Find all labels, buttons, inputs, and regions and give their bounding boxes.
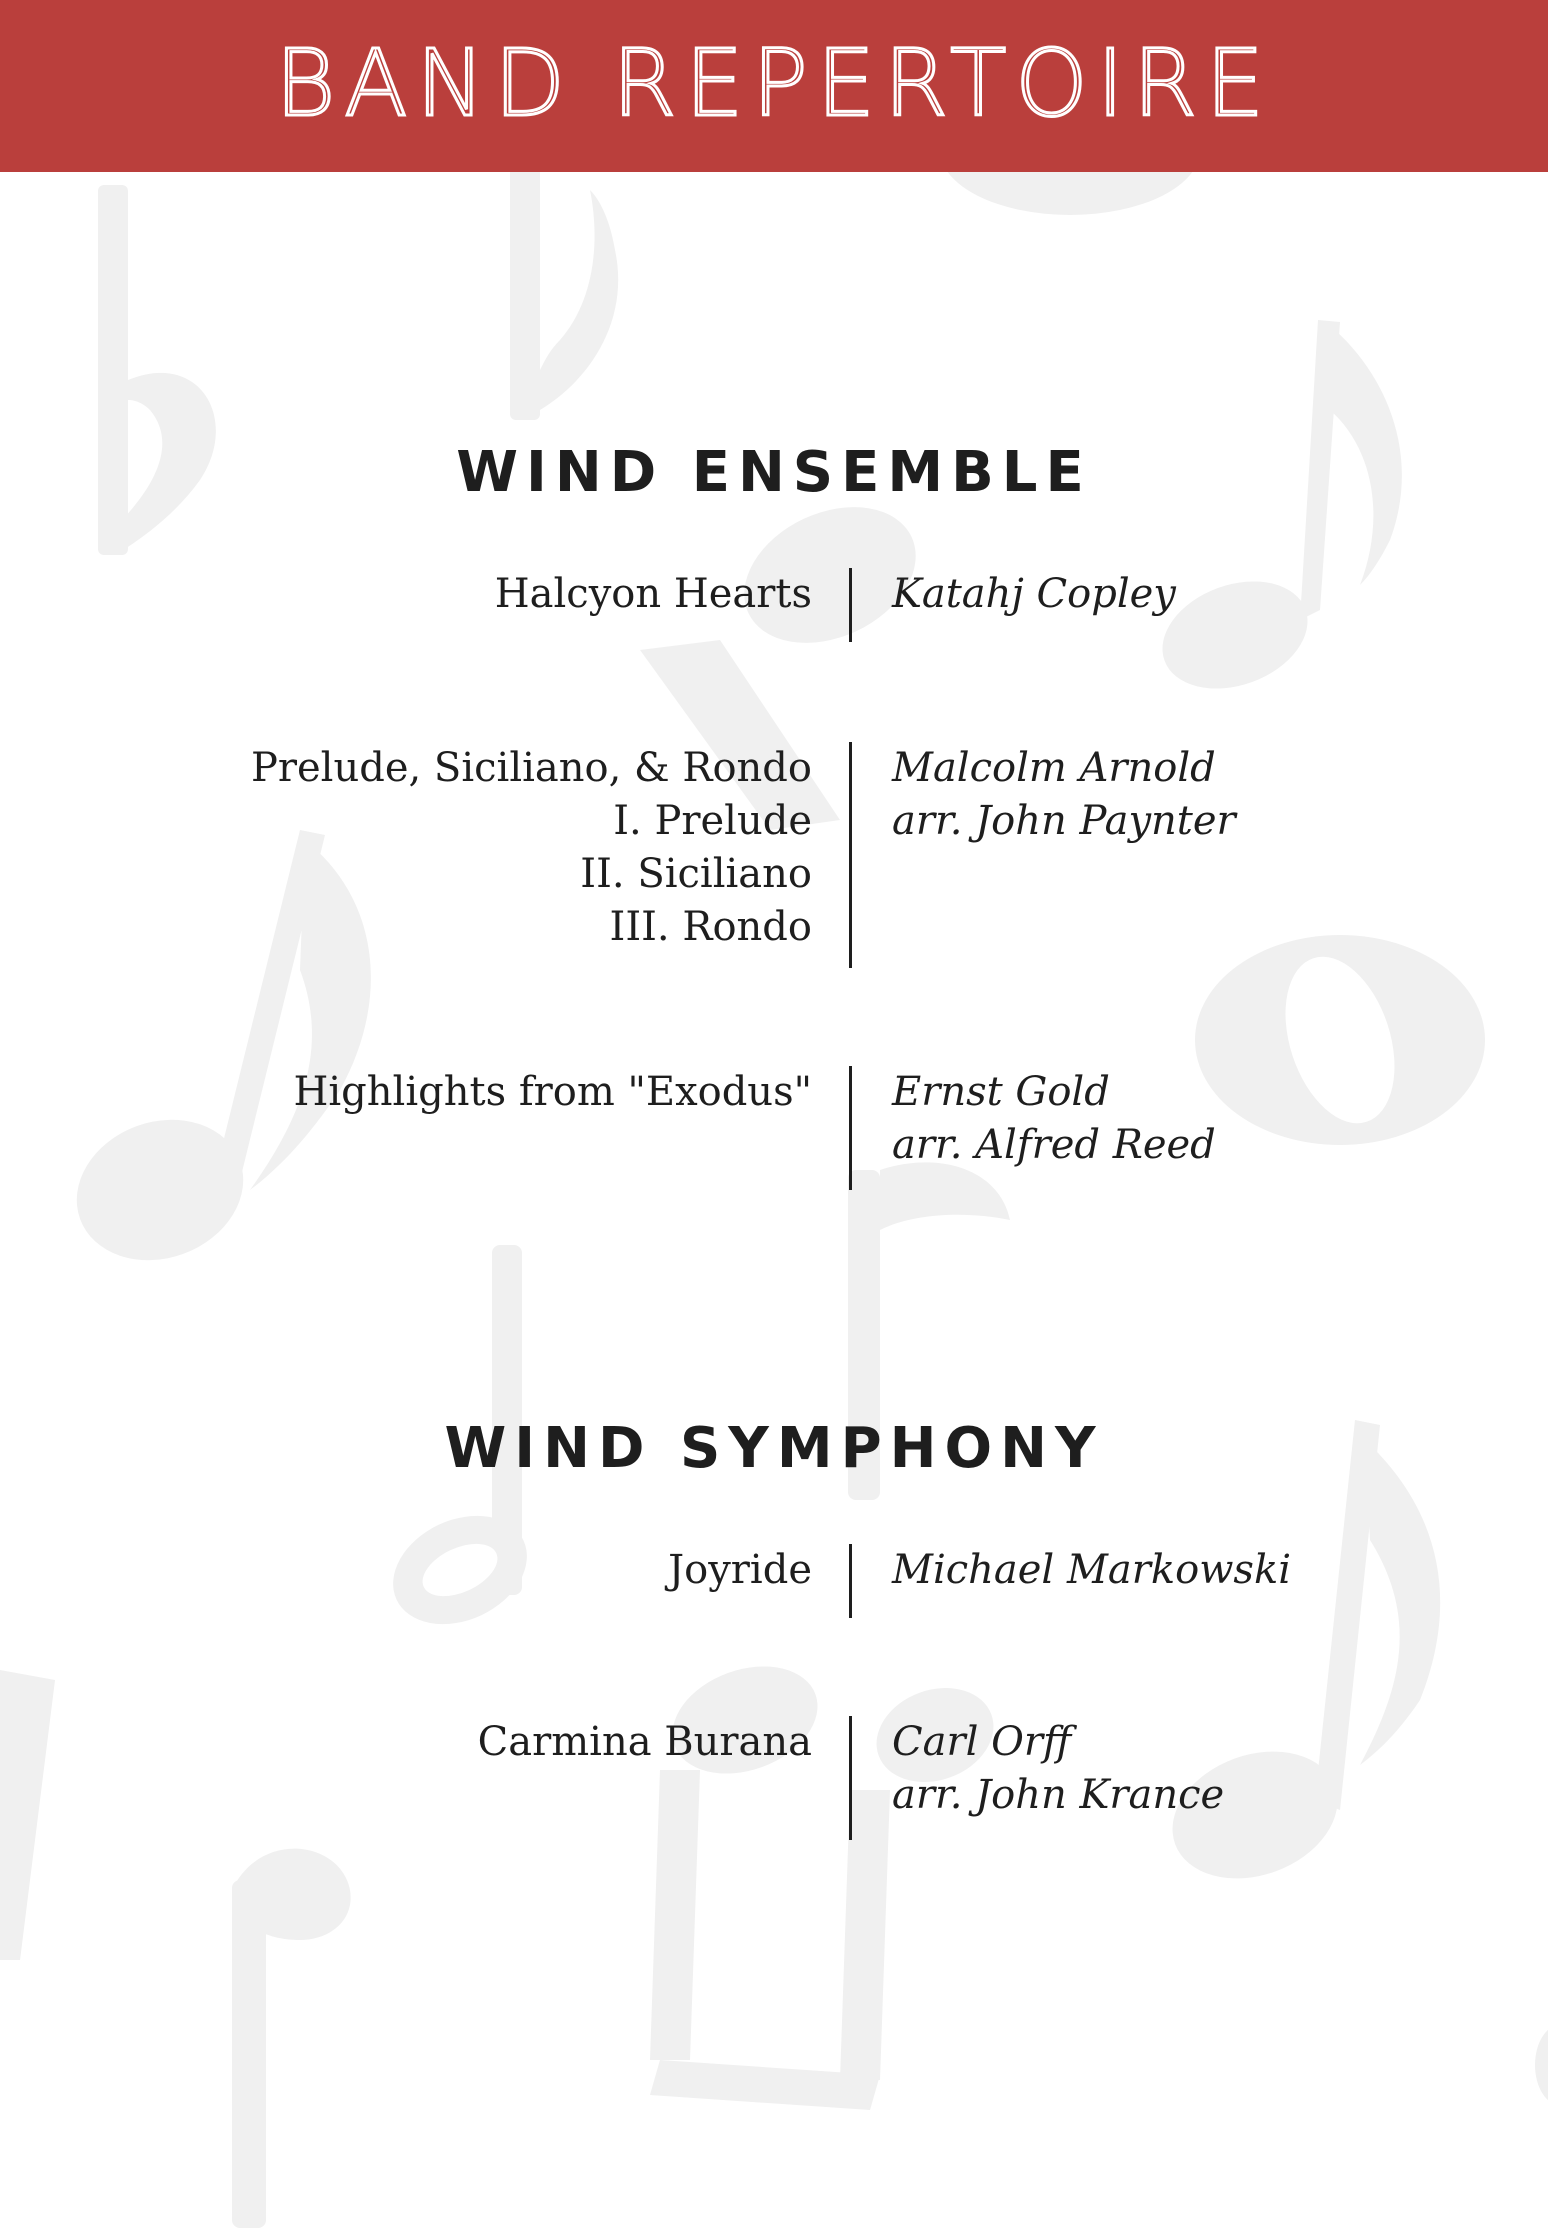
divider-line <box>849 568 852 642</box>
composer-line: Michael Markowski <box>892 1547 1291 1593</box>
divider-line <box>849 742 852 968</box>
arranger-line: arr. John Krance <box>892 1772 1225 1818</box>
composer-line: Katahj Copley <box>892 571 1176 617</box>
arranger-line: arr. John Paynter <box>892 798 1236 844</box>
repertoire-entry <box>0 1544 1548 1620</box>
section-heading-wind-ensemble: WIND ENSEMBLE <box>456 440 1092 505</box>
header-banner <box>0 0 1548 172</box>
piece-title <box>294 1066 813 1119</box>
divider-line <box>849 1066 852 1190</box>
repertoire-entry <box>0 742 1548 970</box>
composer-line: Malcolm Arnold <box>892 745 1216 791</box>
piece-line: Carmina Burana <box>477 1719 812 1765</box>
piece-title <box>478 1716 812 1769</box>
movement-line: I. Prelude <box>613 798 812 844</box>
piece-title <box>495 568 812 621</box>
composer-line: Ernst Gold <box>892 1069 1110 1115</box>
composer-credit <box>892 1544 1291 1597</box>
piece-line: Joyride <box>668 1547 812 1593</box>
composer-credit <box>892 1716 1224 1822</box>
repertoire-entry <box>0 1716 1548 1842</box>
section-heading-wind-symphony: WIND SYMPHONY <box>444 1416 1104 1481</box>
composer-credit <box>892 1066 1216 1172</box>
piece-title <box>668 1544 812 1597</box>
page-title: BAND REPERTOIRE <box>275 29 1273 137</box>
composer-line: Carl Orff <box>892 1719 1072 1765</box>
arranger-line: arr. Alfred Reed <box>892 1122 1216 1168</box>
composer-credit <box>892 568 1176 621</box>
piece-line: Prelude, Siciliano, & Rondo <box>250 745 812 791</box>
piece-line: Halcyon Hearts <box>494 571 812 617</box>
composer-credit <box>892 742 1236 848</box>
piece-title <box>251 742 812 954</box>
repertoire-entry <box>0 1066 1548 1192</box>
repertoire-entry <box>0 568 1548 644</box>
movement-line: II. Siciliano <box>580 851 812 897</box>
movement-line: III. Rondo <box>609 904 812 950</box>
divider-line <box>849 1544 852 1618</box>
piece-line: Highlights from "Exodus" <box>293 1069 812 1115</box>
divider-line <box>849 1716 852 1840</box>
